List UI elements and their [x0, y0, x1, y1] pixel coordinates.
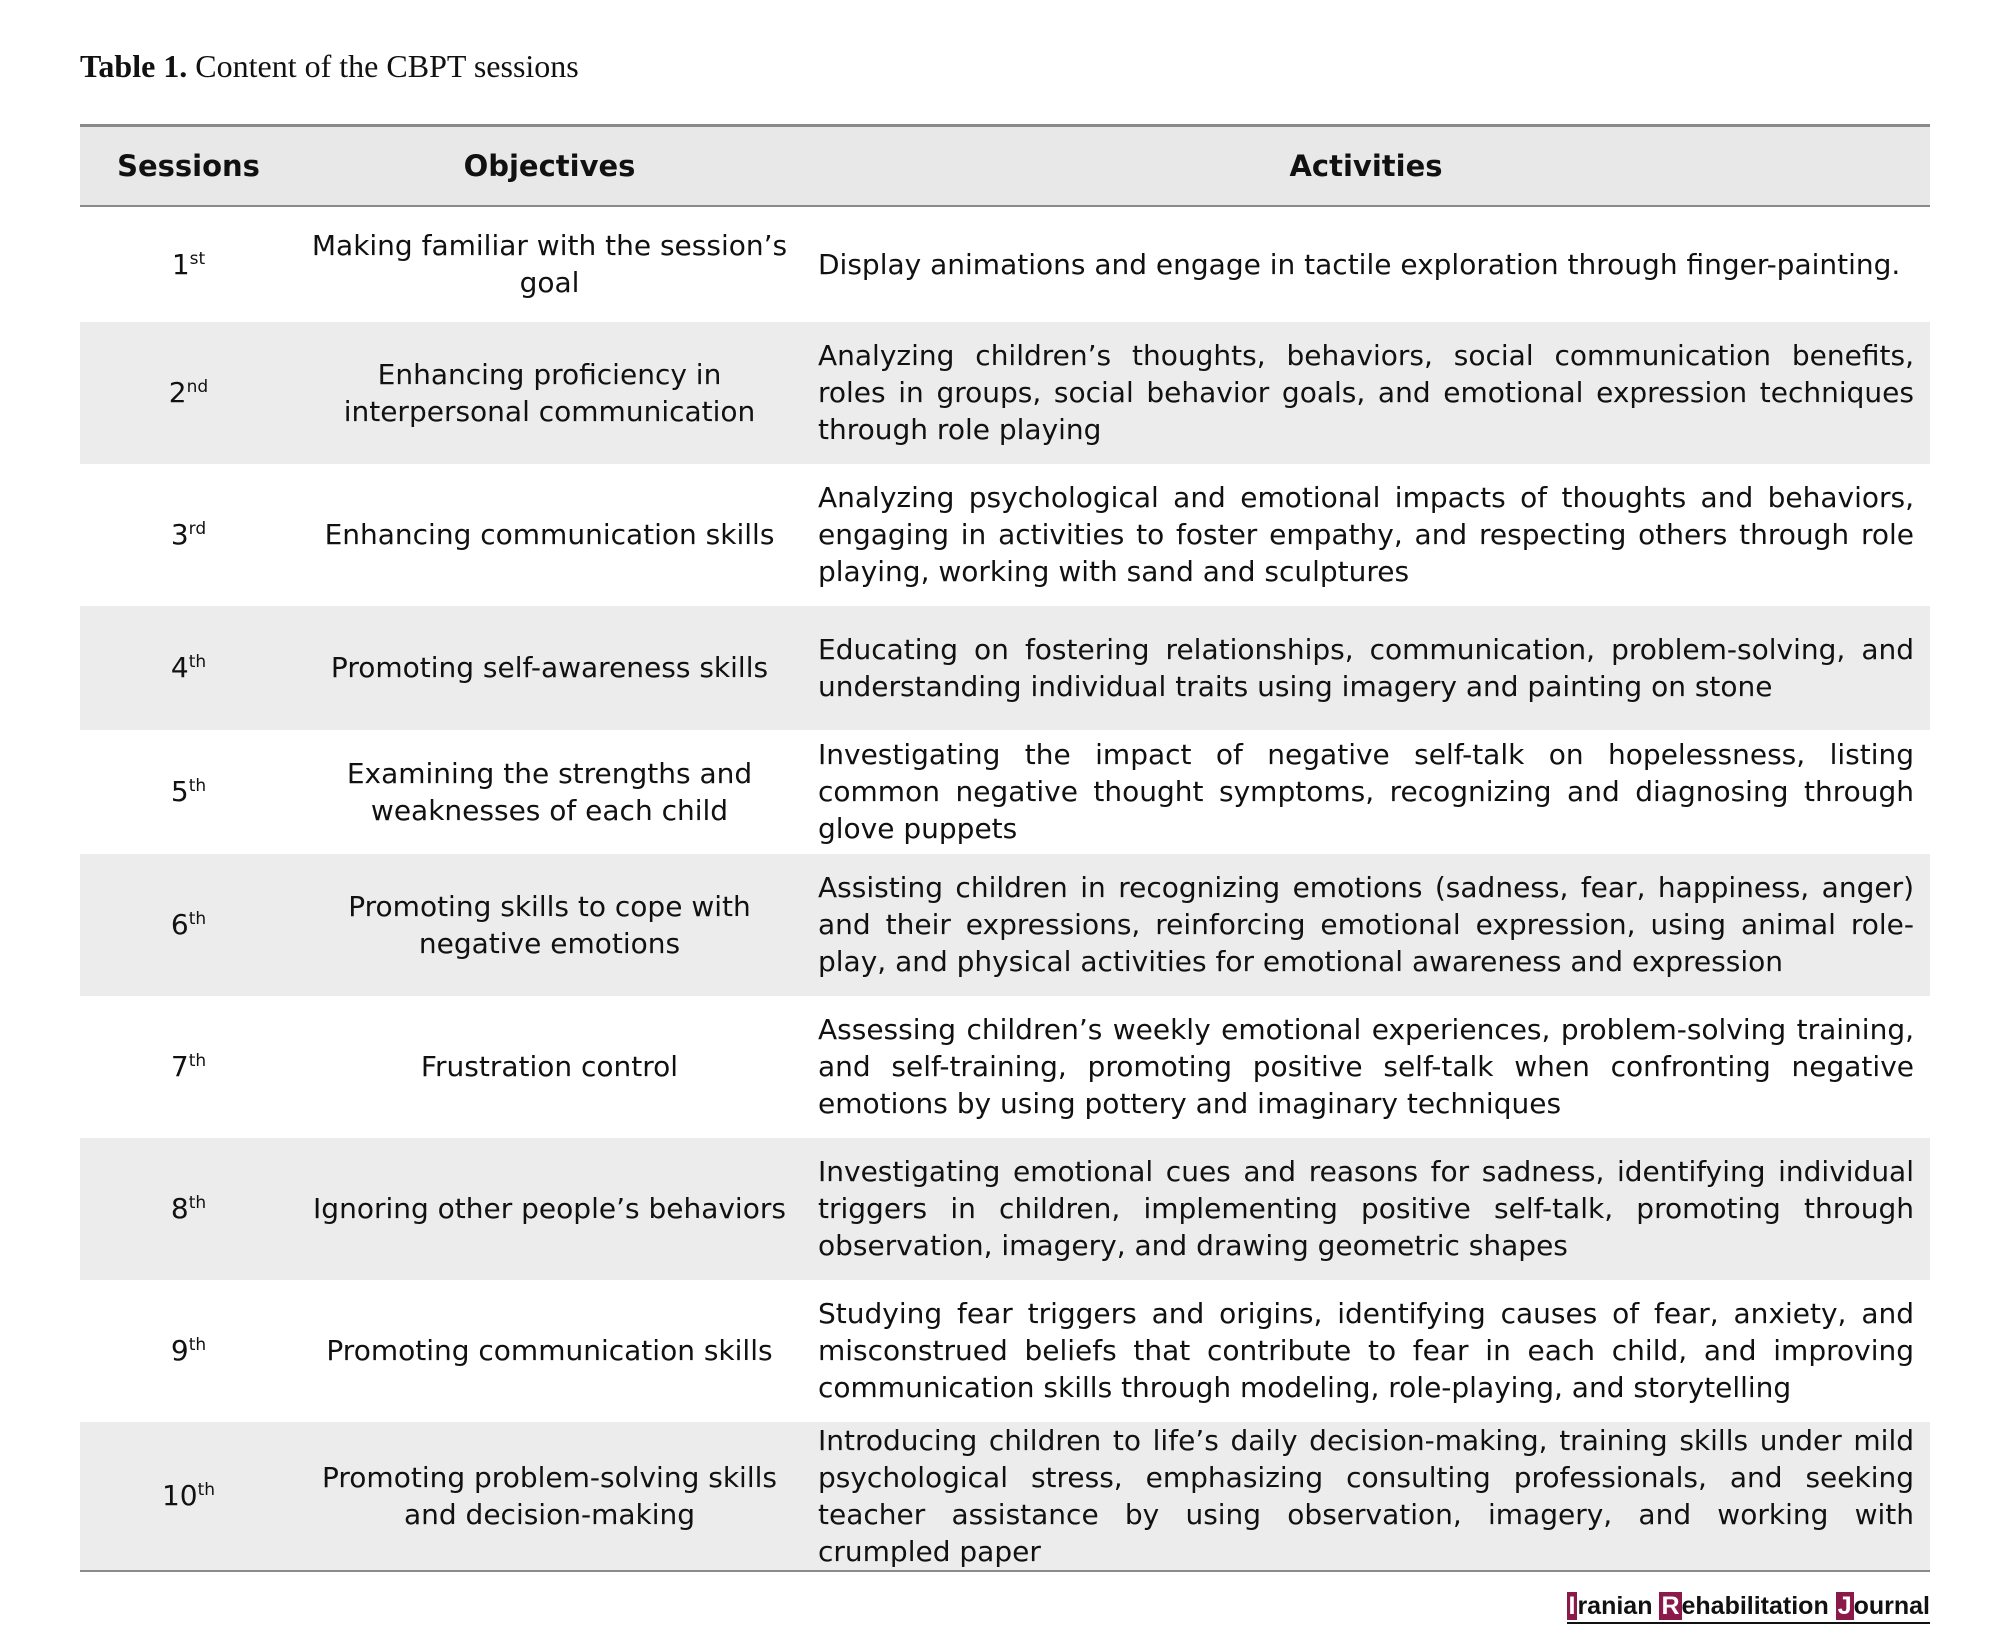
table-row [80, 206, 1930, 322]
session-number: 7th [170, 1050, 207, 1083]
table-row [80, 1138, 1930, 1280]
session-objective: Promoting problem-solving skills and decision-making [297, 1422, 802, 1571]
caption-label: Table 1. [80, 48, 188, 84]
session-number: 10th [80, 1422, 297, 1571]
session-number: 8th [170, 1192, 207, 1225]
header-activities: Activities [802, 126, 1930, 206]
session-objective: Enhancing communication skills [324, 518, 775, 551]
session-objective: Enhancing proficiency in interpersonal communication [343, 357, 756, 428]
table-row [80, 1280, 1930, 1422]
header-sessions: Sessions [80, 126, 297, 206]
sessions-table [80, 124, 1930, 1572]
table-row [80, 854, 1930, 996]
session-number: 3rd [170, 518, 207, 551]
session-objective: Promoting self-awareness skills [330, 651, 769, 684]
session-number: 5th [170, 775, 207, 808]
session-number: 2nd [168, 376, 209, 409]
session-number: 1st [171, 247, 206, 281]
table-row [80, 606, 1930, 730]
table-row [80, 730, 1930, 854]
session-objective: Examining the strengths and weaknesses of each child [346, 756, 753, 827]
journal-logo: Iranian Rehabilitation Journal [1567, 1592, 1931, 1624]
session-number: 4th [170, 651, 207, 684]
table-row [80, 322, 1930, 464]
session-objective: Promoting skills to cope with negative emotions [348, 889, 751, 960]
session-objective: Promoting communication skills [326, 1334, 773, 1367]
session-activity: Investigating emotional cues and reasons for sadness, identifying individual triggers in children, implementing positive self-talk, promoting through observation, imagery, and drawing geometric shapes [818, 1155, 1914, 1262]
session-objective: Making familiar with the session’s goal [311, 229, 788, 299]
caption-text: Content of the CBPT sessions [195, 48, 579, 84]
session-activity: Educating on fostering relationships, communication, problem-solving, and understanding individual traits using imagery and painting on stone [818, 632, 1914, 703]
table-row [80, 1422, 1930, 1571]
table-row [80, 996, 1930, 1138]
session-activity: Studying fear triggers and origins, identifying causes of fear, anxiety, and misconstrued beliefs that contribute to fear in each child, and improving communication skills through modeling, role-playing, and storytelling [818, 1297, 1914, 1404]
table-header-row [80, 126, 1930, 206]
table-caption [80, 48, 579, 85]
session-number: 9th [170, 1334, 207, 1367]
header-objectives: Objectives [297, 126, 802, 206]
table-row [80, 464, 1930, 606]
session-activity: Display animations and engage in tactile exploration through finger-painting. [818, 247, 1901, 281]
session-objective: Ignoring other people’s behaviors [313, 1192, 786, 1225]
session-activity: Analyzing children’s thoughts, behaviors, social communication benefits, roles in groups, social behavior goals, and emotional expression techniques through role playing [818, 339, 1914, 446]
session-objective: Frustration control [420, 1050, 679, 1083]
session-activity: Introducing children to life’s daily decision-making, training skills under mild psychological stress, emphasizing consulting professionals, and seeking teacher assistance by using observation, imagery, and working with crumpled paper [802, 1422, 1930, 1571]
session-activity: Analyzing psychological and emotional impacts of thoughts and behaviors, engaging in activities to foster empathy, and respecting others through role playing, working with sand and sculptures [818, 481, 1914, 588]
session-number: 6th [170, 908, 207, 941]
session-activity: Assisting children in recognizing emotions (sadness, fear, happiness, anger) and their expressions, reinforcing emotional expression, using animal role-play, and physical activities for emotional awareness and expression [818, 871, 1914, 978]
session-activity: Assessing children’s weekly emotional experiences, problem-solving training, and self-training, promoting positive self-talk when confronting negative emotions by using pottery and imaginary techniques [818, 1013, 1914, 1120]
session-activity: Investigating the impact of negative self-talk on hopelessness, listing common negative thought symptoms, recognizing and diagnosing through glove puppets [818, 738, 1914, 845]
